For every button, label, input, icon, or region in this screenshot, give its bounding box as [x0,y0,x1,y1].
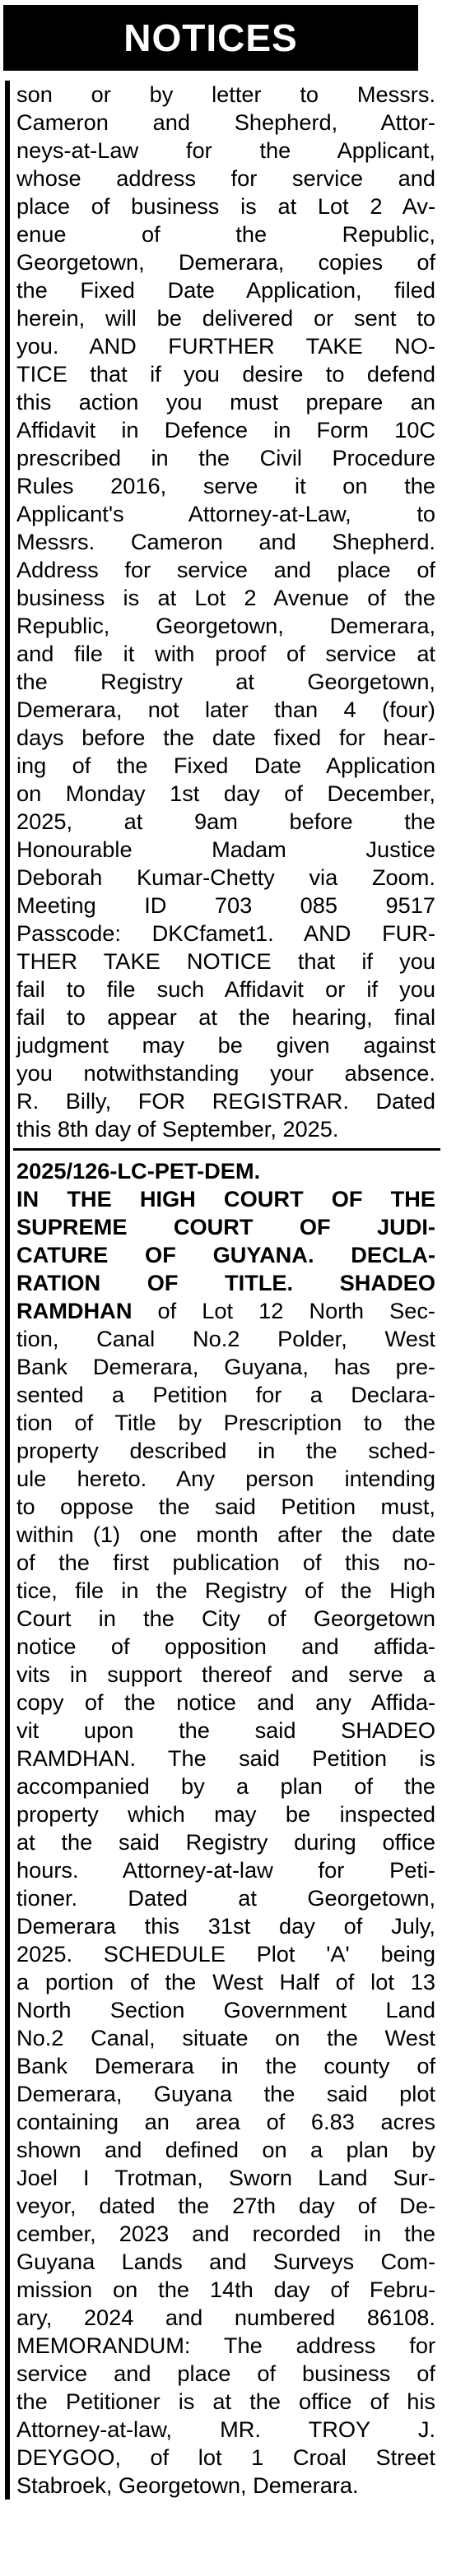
notice-line: the Fixed Date Application, filed [16,277,435,303]
notice-line: Passcode: DKCfamet1. AND FUR- [16,920,435,946]
notice-line: mission on the 14th day of Febru- [16,2277,435,2302]
notice-line: Bank Demerara in the county of [16,2053,435,2078]
notice-line: tion, Canal No.2 Polder, West [16,1326,435,1351]
notice-fixed-date-application [10,81,440,1143]
notice-line: Joel I Trotman, Sworn Land Sur- [16,2165,435,2190]
notice-line: this action you must prepare an [16,389,435,415]
notice-line: and file it with proof of service at [16,641,435,666]
notice-line: DEYGOO, of lot 1 Croal Street [16,2444,435,2470]
notice-line: Rules 2016, serve it on the [16,473,435,498]
notice-line: property described in the sched- [16,1438,435,1463]
notice-line: hours. Attorney-at-law for Peti- [16,1857,435,1883]
notice-line: THER TAKE NOTICE that if you [16,948,435,974]
notice-line: service and place of business of [16,2361,435,2386]
notice-line: 2025, at 9am before the [16,808,435,834]
notice-caption-line: 2025/126-LC-PET-DEM. [16,1158,261,1184]
notice-line: at the said Registry during office [16,1829,435,1855]
notice-line: TICE that if you desire to defend [16,361,435,387]
notice-line: shown and defined on a plan by [16,2137,435,2162]
notice-line: MEMORANDUM: The address for [16,2333,435,2358]
notice-line: Cameron and Shepherd, Attor- [16,109,435,135]
notices-column [5,81,440,2500]
notice-line: Republic, Georgetown, Demerara, [16,613,435,638]
notice-line: on Monday 1st day of December, [16,781,435,806]
notice-line: RAMDHAN. The said Petition is [16,1745,435,1771]
notice-line: vit upon the said SHADEO [16,1717,435,1743]
notice-line: you. AND FURTHER TAKE NO- [16,333,435,359]
notice-line: neys-at-Law for the Applicant, [16,137,435,163]
notice-line: Messrs. Cameron and Shepherd. [16,529,435,554]
notice-declaration-of-title [10,1157,440,2500]
notice-line: ule hereto. Any person intending [16,1466,435,1491]
notice-caption-line: SUPREME COURT OF JUDI- [16,1214,435,1239]
notice-line: Attorney-at-law, MR. TROY J. [16,2416,435,2442]
notice-line: cember, 2023 and recorded in the [16,2221,435,2246]
notice-line: to oppose the said Petition must, [16,1494,435,1519]
notice-caption-line: RATION OF TITLE. SHADEO [16,1270,435,1295]
notice-line: Meeting ID 703 085 9517 [16,892,435,918]
notice-line: tice, file in the Registry of the High [16,1578,435,1603]
notice-line: Guyana Lands and Surveys Com- [16,2249,435,2274]
notice-line: Demerara, Guyana the said plot [16,2081,435,2106]
notice-line: sented a Petition for a Declara- [16,1382,435,1407]
notice-line: the Registry at Georgetown, [16,669,435,694]
notice-line: enue of the Republic, [16,221,435,247]
notice-line: R. Billy, FOR REGISTRAR. Dated [16,1088,435,1114]
notice-line: prescribed in the Civil Procedure [16,445,435,470]
notice-line: Bank Demerara, Guyana, has pre- [16,1354,435,1379]
notice-line: Address for service and place of [16,557,435,582]
notice-line: fail to appear at the hearing, final [16,1004,435,1030]
notice-line: son or by letter to Messrs. [16,81,435,107]
notice-line: days before the date fixed for hear- [16,725,435,750]
notice-line: copy of the notice and any Affida- [16,1689,435,1715]
notice-line: Georgetown, Demerara, copies of [16,249,435,275]
notice-line: tioner. Dated at Georgetown, [16,1885,435,1911]
notice-text: of Lot 12 North Sec- [132,1298,435,1323]
notice-line: notice of opposition and affida- [16,1633,435,1659]
notice-line: accompanied by a plan of the [16,1773,435,1799]
notice-line: property which may be inspected [16,1801,435,1827]
notice-line: 2025. SCHEDULE Plot 'A' being [16,1941,435,1967]
notice-line: a portion of the West Half of lot 13 [16,1969,435,1995]
notice-line: vits in support thereof and serve a [16,1661,435,1687]
notice-line: veyor, dated the 27th day of De- [16,2193,435,2218]
notice-line: ing of the Fixed Date Application [16,753,435,778]
notice-line: judgment may be given against [16,1032,435,1058]
notice-line: this 8th day of September, 2025. [16,1116,339,1142]
notice-line: Demerara, not later than 4 (four) [16,697,435,722]
notice-line: ary, 2024 and numbered 86108. [16,2305,435,2330]
notice-line: Honourable Madam Justice [16,836,435,862]
notice-line: Deborah Kumar-Chetty via Zoom. [16,864,435,890]
notice-line: business is at Lot 2 Avenue of the [16,585,435,610]
notice-line: Affidavit in Defence in Form 10C [16,417,435,442]
notice-line: whose address for service and [16,165,435,191]
notice-line: of the first publication of this no- [16,1550,435,1575]
notice-caption-line: CATURE OF GUYANA. DECLA- [16,1242,435,1267]
notice-line: North Section Government Land [16,1997,435,2022]
notice-line: Stabroek, Georgetown, Demerara. [16,2472,359,2498]
notice-line: fail to file such Affidavit or if you [16,976,435,1002]
notice-line: tion of Title by Prescription to the [16,1410,435,1435]
notice-line [16,1297,435,1325]
notice-line: Demerara this 31st day of July, [16,1913,435,1939]
notices-header: NOTICES [3,5,418,71]
notice-line: place of business is at Lot 2 Av- [16,193,435,219]
notice-divider [13,1148,440,1151]
notice-line: Court in the City of Georgetown [16,1605,435,1631]
notice-caption-line: IN THE HIGH COURT OF THE [16,1186,435,1212]
notice-line: within (1) one month after the date [16,1522,435,1547]
notice-line: Applicant's Attorney-at-Law, to [16,501,435,526]
notice-line: the Petitioner is at the office of his [16,2388,435,2414]
notice-line: you notwithstanding your absence. [16,1060,435,1086]
notice-line: containing an area of 6.83 acres [16,2109,435,2134]
notice-line: herein, will be delivered or sent to [16,305,435,331]
notice-line: No.2 Canal, situate on the West [16,2025,435,2050]
petitioner-name: RAMDHAN [16,1298,133,1323]
